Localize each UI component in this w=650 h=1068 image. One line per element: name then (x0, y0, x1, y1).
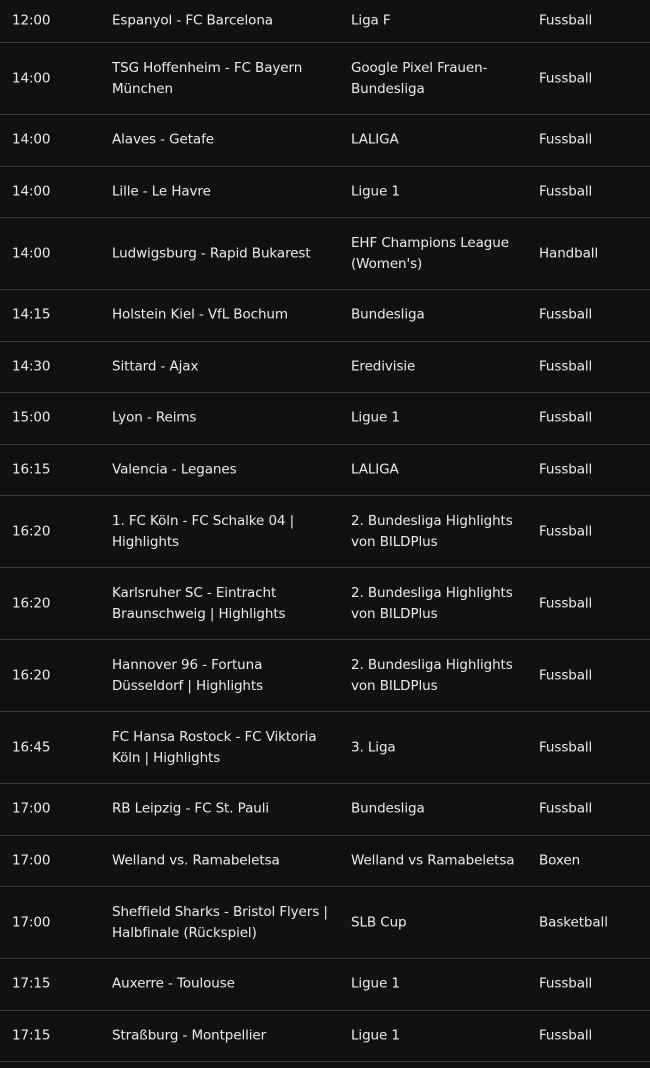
event-sport: Fussball (539, 358, 593, 375)
event-league: LALIGA (351, 131, 399, 148)
event-match: Sittard - Ajax (112, 358, 199, 375)
event-match: Lille - Le Havre (112, 183, 211, 200)
schedule-row[interactable] (0, 115, 650, 167)
event-sport: Fussball (539, 70, 593, 86)
schedule-row[interactable] (0, 393, 650, 445)
event-league: LALIGA (351, 461, 399, 478)
event-sport: Fussball (539, 667, 593, 683)
event-time: 17:00 (12, 914, 51, 930)
event-league: Eredivisie (351, 358, 416, 375)
event-match: Espanyol - FC Barcelona (112, 12, 273, 29)
event-match: TSG Hoffenheim - FC Bayern München (112, 59, 303, 97)
event-time: 16:45 (12, 739, 51, 755)
event-sport: Fussball (539, 131, 593, 148)
schedule-row[interactable] (0, 43, 650, 115)
event-time: 14:15 (12, 306, 51, 323)
schedule-row[interactable] (0, 218, 650, 290)
event-sport: Fussball (539, 739, 593, 755)
event-match: Straßburg - Montpellier (112, 1027, 267, 1044)
event-league: 3. Liga (351, 739, 396, 755)
schedule-row[interactable] (0, 640, 650, 712)
event-time: 14:00 (12, 70, 51, 86)
schedule-row[interactable] (0, 568, 650, 640)
event-sport: Fussball (539, 800, 593, 817)
schedule-row[interactable] (0, 887, 650, 959)
event-time: 14:00 (12, 183, 51, 200)
schedule-row[interactable] (0, 342, 650, 394)
schedule-row[interactable] (0, 784, 650, 836)
schedule-row[interactable] (0, 496, 650, 568)
event-sport: Handball (539, 245, 599, 261)
event-sport: Fussball (539, 975, 593, 992)
event-match: Alaves - Getafe (112, 131, 214, 148)
event-league: Google Pixel Frauen-Bundesliga (351, 59, 488, 97)
event-time: 17:00 (12, 852, 51, 869)
event-match: Valencia - Leganes (112, 461, 237, 478)
event-match: Sheffield Sharks - Bristol Flyers | Halbfinale (Rückspiel) (112, 903, 328, 941)
event-league: SLB Cup (351, 914, 407, 930)
schedule-row[interactable] (0, 290, 650, 342)
event-league: Bundesliga (351, 800, 425, 817)
event-sport: Fussball (539, 409, 593, 426)
event-sport: Fussball (539, 306, 593, 323)
event-match: Auxerre - Toulouse (112, 975, 235, 992)
event-match: 1. FC Köln - FC Schalke 04 | Highlights (112, 512, 295, 550)
event-match: Ludwigsburg - Rapid Bukarest (112, 245, 311, 261)
schedule-row[interactable] (0, 959, 650, 1011)
event-league: EHF Champions League (Women's) (351, 234, 509, 272)
event-league: 2. Bundesliga Highlights von BILDPlus (351, 584, 513, 622)
event-time: 17:00 (12, 800, 51, 817)
event-time: 17:15 (12, 975, 51, 992)
event-match: Hannover 96 - Fortuna Düsseldorf | Highlights (112, 656, 264, 694)
event-league: 2. Bundesliga Highlights von BILDPlus (351, 512, 513, 550)
event-time: 16:20 (12, 595, 51, 611)
event-match: Welland vs. Ramabeletsa (112, 852, 280, 869)
event-time: 14:00 (12, 245, 51, 261)
event-time: 16:20 (12, 667, 51, 683)
event-league: Ligue 1 (351, 975, 400, 992)
schedule-row[interactable] (0, 1011, 650, 1063)
schedule-row[interactable] (0, 836, 650, 888)
event-time: 14:00 (12, 131, 51, 148)
event-league: Bundesliga (351, 306, 425, 323)
event-league: Liga F (351, 12, 391, 29)
event-league: Ligue 1 (351, 1027, 400, 1044)
event-match: FC Hansa Rostock - FC Viktoria Köln | Highlights (112, 728, 317, 766)
event-time: 16:15 (12, 461, 51, 478)
event-sport: Boxen (539, 852, 581, 869)
event-sport: Fussball (539, 523, 593, 539)
event-match: Karlsruher SC - Eintracht Braunschweig | Highlights (112, 584, 286, 622)
schedule-row[interactable] (0, 712, 650, 784)
event-match: RB Leipzig - FC St. Pauli (112, 800, 269, 817)
event-league: Ligue 1 (351, 409, 400, 426)
event-match: Lyon - Reims (112, 409, 197, 426)
event-match: Holstein Kiel - VfL Bochum (112, 306, 288, 323)
schedule-row[interactable] (0, 167, 650, 219)
event-sport: Basketball (539, 914, 608, 930)
event-league: Ligue 1 (351, 183, 400, 200)
schedule-row[interactable] (0, 0, 650, 43)
event-time: 14:30 (12, 358, 51, 375)
event-time: 15:00 (12, 409, 51, 426)
event-sport: Fussball (539, 183, 593, 200)
event-league: 2. Bundesliga Highlights von BILDPlus (351, 656, 513, 694)
event-sport: Fussball (539, 1027, 593, 1044)
event-league: Welland vs Ramabeletsa (351, 852, 515, 869)
event-sport: Fussball (539, 461, 593, 478)
schedule-row[interactable] (0, 445, 650, 497)
event-sport: Fussball (539, 595, 593, 611)
event-time: 16:20 (12, 523, 51, 539)
event-time: 17:15 (12, 1027, 51, 1044)
event-sport: Fussball (539, 12, 593, 29)
event-time: 12:00 (12, 12, 51, 29)
